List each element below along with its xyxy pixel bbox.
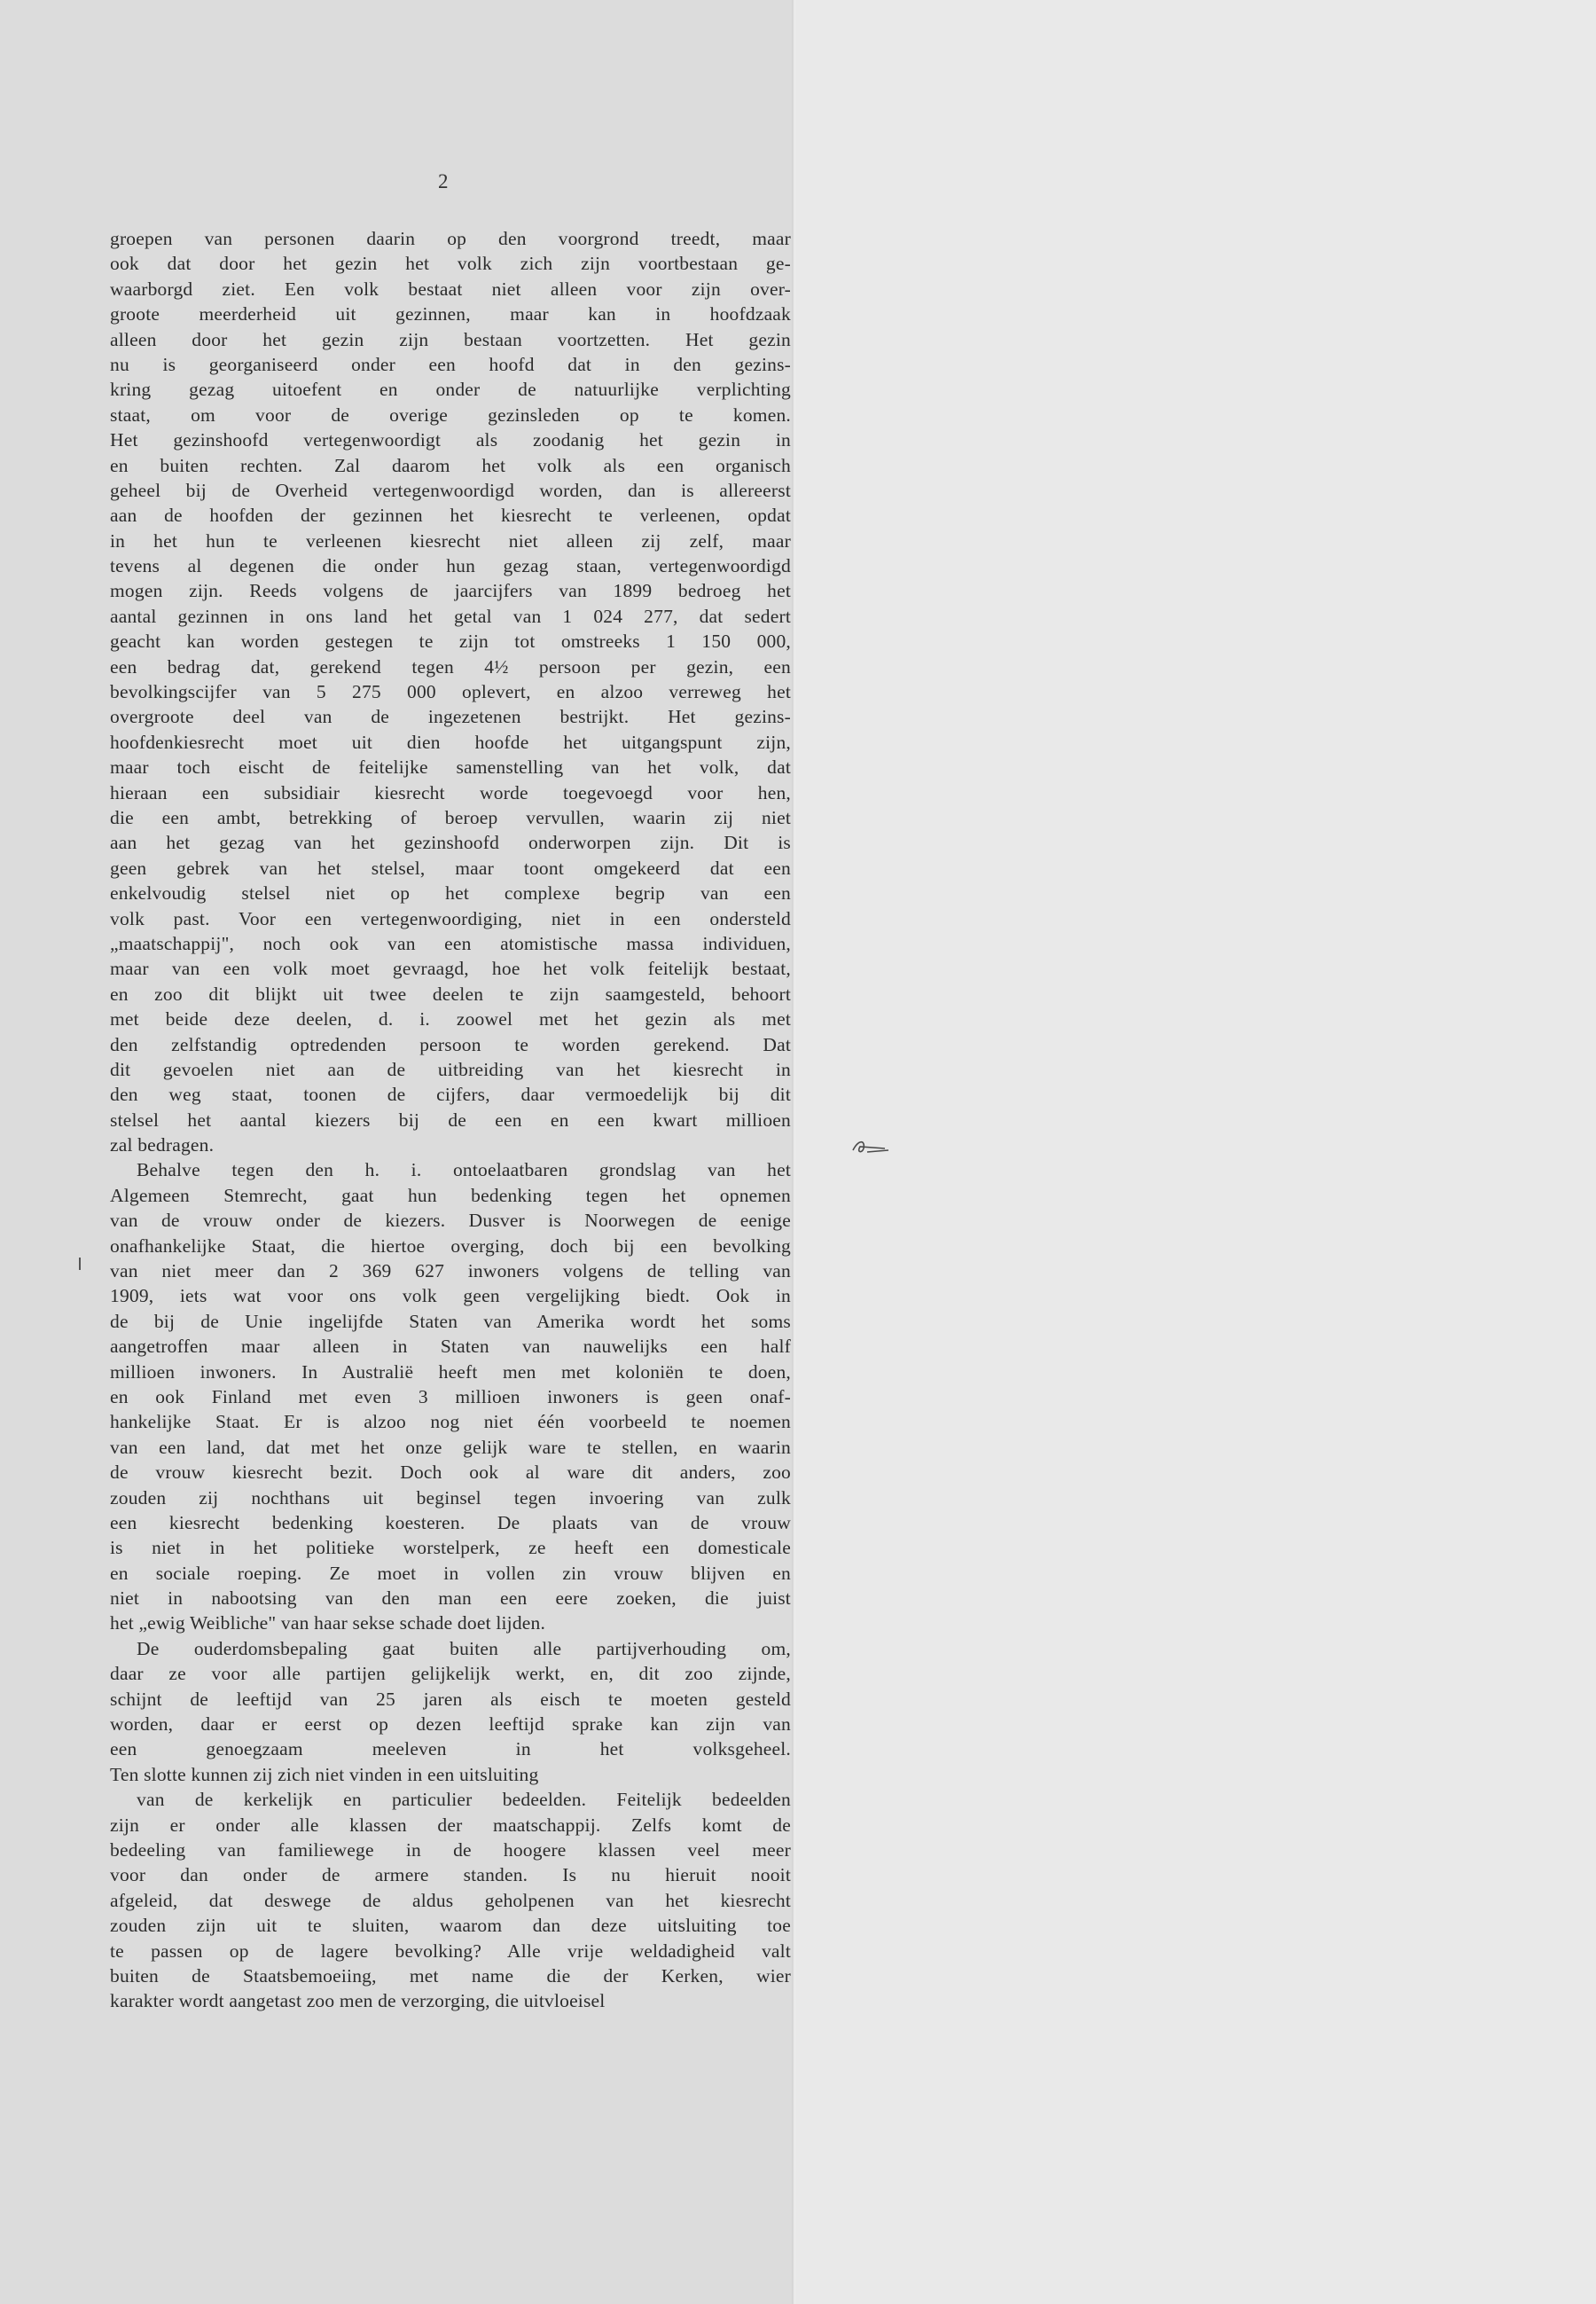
text-line: een kiesrecht bedenking koesteren. De plaats van de vrouw <box>110 1511 791 1533</box>
text-line: mogen zijn. Reeds volgens de jaarcijfers van 1899 bedroeg het <box>110 580 791 602</box>
text-line: en zoo dit blijkt uit twee deelen te zijn saamgesteld, behoort <box>110 983 791 1005</box>
text-line: daar ze voor alle partijen gelijkelijk werkt, en, dit zoo zijnde, <box>110 1663 791 1685</box>
margin-mark <box>79 1258 81 1270</box>
text-line: aan de hoofden der gezinnen het kiesrecht te verleenen, opdat <box>110 505 791 527</box>
text-line: de vrouw kiesrecht bezit. Doch ook al ware dit anders, zoo <box>110 1462 791 1484</box>
handwritten-mark-icon <box>849 1138 892 1157</box>
text-column <box>110 226 791 2014</box>
text-line: bedeeling van familiewege in de hoogere klassen veel meer <box>110 1839 791 1861</box>
text-line: hoofdenkiesrecht moet uit dien hoofde het uitgangspunt zijn, <box>110 731 791 753</box>
text-line: geen gebrek van het stelsel, maar toont omgekeerd dat een <box>110 857 791 879</box>
text-line: stelsel het aantal kiezers bij de een en een kwart millioen <box>110 1109 791 1131</box>
text-line: onafhankelijke Staat, die hiertoe overging, doch bij een bevolking <box>110 1234 791 1257</box>
text-line: millioen inwoners. In Australië heeft men met koloniën te doen, <box>110 1360 791 1383</box>
text-line: geheel bij de Overheid vertegenwoordigd worden, dan is allereerst <box>110 479 791 501</box>
text-line: nu is georganiseerd onder een hoofd dat in den gezins- <box>110 353 791 375</box>
text-line: die een ambt, betrekking of beroep vervullen, waarin zij niet <box>110 806 791 828</box>
text-line: groepen van personen daarin op den voorgrond treedt, maar <box>110 228 791 249</box>
text-line: den weg staat, toonen de cijfers, daar vermoedelijk bij dit <box>110 1084 791 1106</box>
text-line: in het hun te verleenen kiesrecht niet alleen zij zelf, maar <box>110 529 791 552</box>
page-number: 2 <box>438 170 449 192</box>
text-line: niet in nabootsing van den man een eere zoeken, die juist <box>110 1587 791 1610</box>
text-line: hankelijke Staat. Er is alzoo nog niet één voorbeeld te noemen <box>110 1411 791 1433</box>
text-line: volk past. Voor een vertegenwoordiging, niet in een ondersteld <box>110 907 791 929</box>
text-line: karakter wordt aangetast zoo men de verzorging, die uitvloeisel <box>110 1990 606 2012</box>
text-line: worden, daar er eerst op dezen leeftijd sprake kan zijn van <box>110 1713 791 1736</box>
text-line: groote meerderheid uit gezinnen, maar kan in hoofdzaak <box>110 303 791 325</box>
text-line: Ten slotte kunnen zij zich niet vinden in een uitsluiting <box>110 1763 539 1785</box>
text-line: Behalve tegen den h. i. ontoelaatbaren grondslag van het <box>137 1159 791 1181</box>
text-line: enkelvoudig stelsel niet op het complexe begrip van een <box>110 882 791 905</box>
text-line: ook dat door het gezin het volk zich zijn voortbestaan ge- <box>110 253 791 275</box>
text-line: en ook Finland met even 3 millioen inwoners is geen onaf- <box>110 1385 791 1407</box>
text-line: te passen op de lagere bevolking? Alle vrije weldadigheid valt <box>110 1940 791 1962</box>
text-line: voor dan onder de armere standen. Is nu hieruit nooit <box>110 1864 791 1886</box>
text-line: zouden zij nochthans uit beginsel tegen invoering van zulk <box>110 1486 791 1509</box>
text-line: van de kerkelijk en particulier bedeelden. Feitelijk bedeelden <box>137 1789 791 1811</box>
text-line: zal bedragen. <box>110 1134 215 1156</box>
text-line: een bedrag dat, gerekend tegen 4½ persoon per gezin, een <box>110 655 791 678</box>
text-line: buiten de Staatsbemoeiing, met name die der Kerken, wier <box>110 1964 791 1987</box>
text-line: bevolkingscijfer van 5 275 000 oplevert, en alzoo verreweg het <box>110 681 791 703</box>
text-line: Algemeen Stemrecht, gaat hun bedenking tegen het opnemen <box>110 1184 791 1206</box>
text-line: zijn er onder alle klassen der maatschappij. Zelfs komt de <box>110 1814 791 1836</box>
text-line: maar toch eischt de feitelijke samenstelling van het volk, dat <box>110 756 791 779</box>
text-line: is niet in het politieke worstelperk, ze heeft een domesticale <box>110 1537 791 1559</box>
text-line: van een land, dat met het onze gelijk ware te stellen, en waarin <box>110 1436 791 1458</box>
text-line: 1909, iets wat voor ons volk geen vergelijking biedt. Ook in <box>110 1285 791 1307</box>
text-line: aan het gezag van het gezinshoofd onderworpen zijn. Dit is <box>110 832 791 854</box>
text-line: waarborgd ziet. Een volk bestaat niet alleen voor zijn over- <box>110 278 791 300</box>
text-line: alleen door het gezin zijn bestaan voortzetten. Het gezin <box>110 328 791 350</box>
text-line: met beide deze deelen, d. i. zoowel met het gezin als met <box>110 1008 791 1031</box>
text-line: hieraan een subsidiair kiesrecht worde toegevoegd voor hen, <box>110 781 791 803</box>
text-line: Het gezinshoofd vertegenwoordigt als zoodanig het gezin in <box>110 429 791 451</box>
text-line: den zelfstandig optredenden persoon te worden gerekend. Dat <box>110 1033 791 1055</box>
text-line: dit gevoelen niet aan de uitbreiding van het kiesrecht in <box>110 1058 791 1080</box>
text-line: het „ewig Weibliche" van haar sekse schade doet lijden. <box>110 1612 546 1634</box>
text-line: De ouderdomsbepaling gaat buiten alle partijverhouding om, <box>137 1637 791 1659</box>
text-line: maar van een volk moet gevraagd, hoe het volk feitelijk bestaat, <box>110 958 791 980</box>
text-line: een genoegzaam meeleven in het volksgeheel. <box>110 1738 791 1760</box>
text-line: staat, om voor de overige gezinsleden op te komen. <box>110 404 791 426</box>
text-line: van de vrouw onder de kiezers. Dusver is Noorwegen de eenige <box>110 1210 791 1232</box>
text-line: en sociale roeping. Ze moet in vollen zin vrouw blijven en <box>110 1562 791 1584</box>
text-line: schijnt de leeftijd van 25 jaren als eisch te moeten gesteld <box>110 1688 791 1710</box>
text-line: kring gezag uitoefent en onder de natuurlijke verplichting <box>110 379 791 401</box>
text-line: aantal gezinnen in ons land het getal van 1 024 277, dat sedert <box>110 605 791 627</box>
text-line: „maatschappij", noch ook van een atomistische massa individuen, <box>110 932 791 954</box>
text-line: afgeleid, dat deswege de aldus geholpenen van het kiesrecht <box>110 1889 791 1911</box>
text-line: van niet meer dan 2 369 627 inwoners volgens de telling van <box>110 1260 791 1282</box>
text-line: geacht kan worden gestegen te zijn tot omstreeks 1 150 000, <box>110 631 791 653</box>
right-page <box>795 0 1596 2304</box>
text-line: aangetroffen maar alleen in Staten van nauwelijks een half <box>110 1336 791 1358</box>
text-line: overgroote deel van de ingezetenen bestrijkt. Het gezins- <box>110 706 791 728</box>
text-line: de bij de Unie ingelijfde Staten van Amerika wordt het soms <box>110 1310 791 1332</box>
text-line: zouden zijn uit te sluiten, waarom dan deze uitsluiting toe <box>110 1915 791 1937</box>
text-line: en buiten rechten. Zal daarom het volk als een organisch <box>110 454 791 476</box>
text-line: tevens al degenen die onder hun gezag staan, vertegenwoordigd <box>110 555 791 577</box>
